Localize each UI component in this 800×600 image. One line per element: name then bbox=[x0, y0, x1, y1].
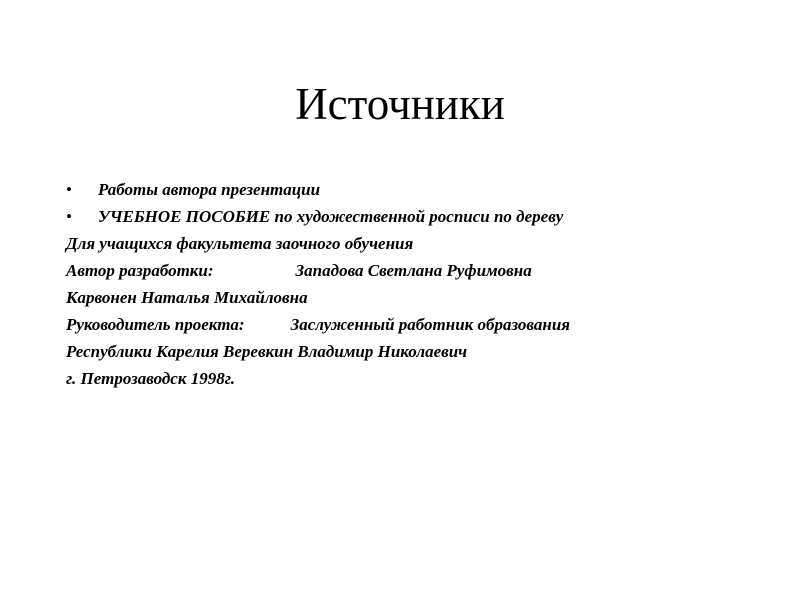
students-text: Для учащихся факультета заочного обучения bbox=[66, 234, 414, 253]
bullet-item bbox=[66, 176, 666, 203]
city-year: г. Петрозаводск 1998г. bbox=[66, 369, 236, 388]
leader-line bbox=[66, 311, 666, 338]
coauthor-name: Карвонен Наталья Михайловна bbox=[66, 288, 308, 307]
slide-content bbox=[66, 176, 666, 392]
students-line bbox=[66, 230, 666, 257]
bullet-dot-icon: • bbox=[66, 207, 72, 226]
bullet-text: УЧЕБНОЕ ПОСОБИЕ по художественной росписи по дереву bbox=[98, 207, 564, 226]
leader-name-line bbox=[66, 338, 666, 365]
slide-title: Источники bbox=[295, 79, 505, 129]
author-line bbox=[66, 257, 666, 284]
bullet-text: Работы автора презентации bbox=[98, 180, 321, 199]
city-year-line bbox=[66, 365, 666, 392]
leader-name: Республики Карелия Веревкин Владимир Николаевич bbox=[66, 342, 468, 361]
leader-label: Руководитель проекта: bbox=[66, 315, 245, 334]
author-name: Западова Светлана Руфимовна bbox=[295, 261, 532, 280]
author-label: Автор разработки: bbox=[66, 261, 214, 280]
bullet-dot-icon: • bbox=[66, 180, 72, 199]
leader-title: Заслуженный работник образования bbox=[290, 315, 571, 334]
coauthor-line bbox=[66, 284, 666, 311]
bullet-item bbox=[66, 203, 666, 230]
